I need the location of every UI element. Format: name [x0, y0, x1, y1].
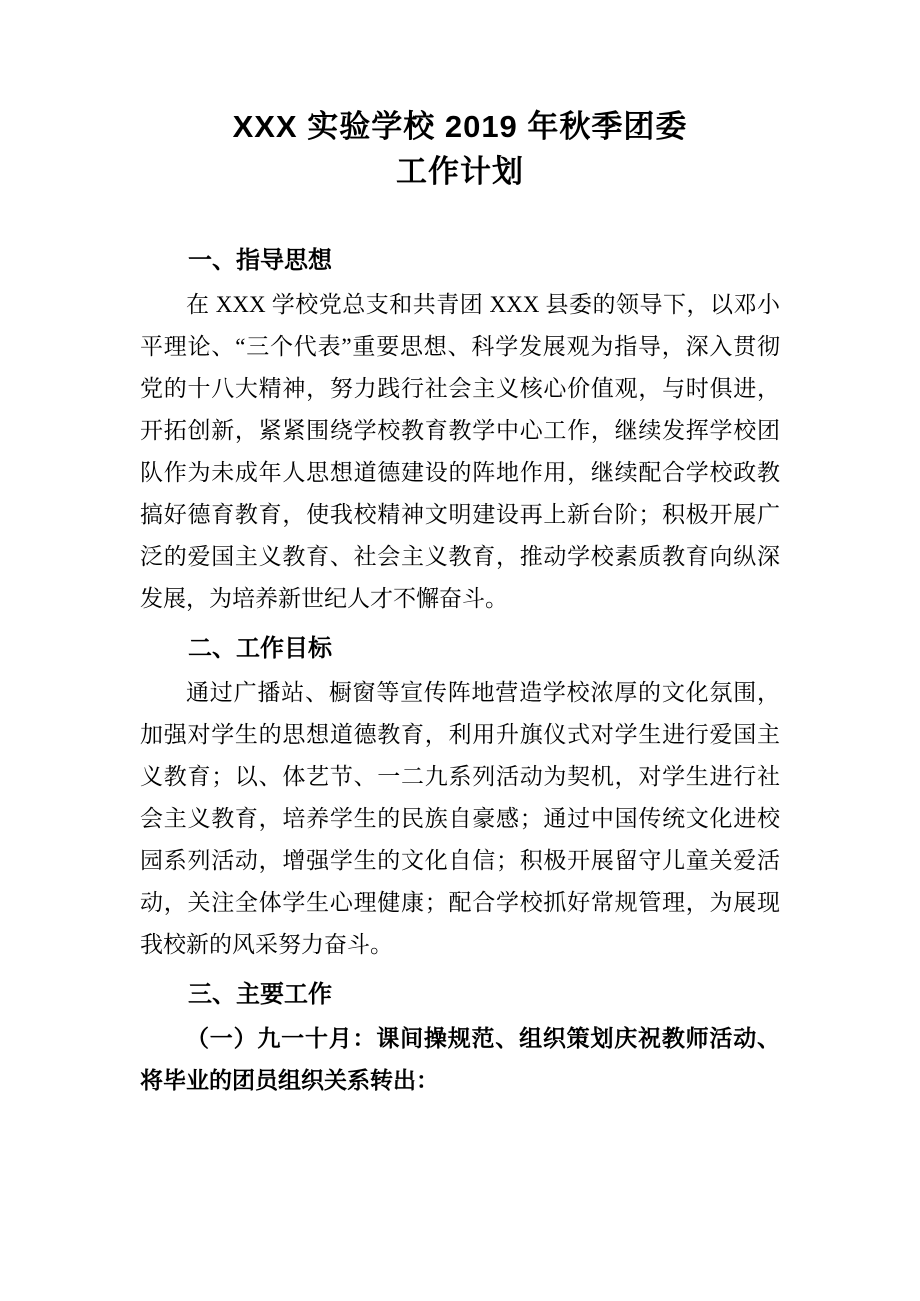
- section-heading-guiding-ideology: 一、指导思想: [188, 248, 332, 274]
- paragraph-guiding-ideology: 在 XXX 学校党总支和共青团 XXX 县委的领导下，以邓小平理论、“三个代表”重要思想、科学发展观为指导，深入贯彻党的十八大精神，努力践行社会主义核心价值观，与时俱进，开拓创新，紧紧围绕学校教育教学中心工作，继续发挥学校团队作为未成年人思想道德建设的阵地作用，继续配合学校政教搞好德育教育，使我校精神文明建设再上新台阶；积极开展广泛的爱国主义教育、社会主义教育，推动学校素质教育向纵深发展，为培养新世纪人才不懈奋斗。: [140, 292, 780, 611]
- document-title-line-1: XXX 实验学校 2019 年秋季团委: [232, 109, 688, 144]
- section-heading-main-work: 三、主要工作: [188, 982, 332, 1008]
- document-title-line-2: 工作计划: [396, 154, 524, 189]
- paragraph-work-goals: 通过广播站、橱窗等宣传阵地营造学校浓厚的文化氛围，加强对学生的思想道德教育，利用升旗仪式对学生进行爱国主义教育；以、体艺节、一二九系列活动为契机，对学生进行社会主义教育，培养学生的民族自豪感；通过中国传统文化进校园系列活动，增强学生的文化自信；积极开展留守儿童关爱活动，关注全体学生心理健康；配合学校抓好常规管理，为展现我校新的风采努力奋斗。: [140, 680, 780, 957]
- paragraph-main-work-item-1: （一）九一十月：课间操规范、组织策划庆祝教师活动、将毕业的团员组织关系转出：: [140, 1026, 780, 1093]
- document-title: [140, 104, 780, 194]
- section-heading-work-goals: 二、工作目标: [188, 636, 332, 662]
